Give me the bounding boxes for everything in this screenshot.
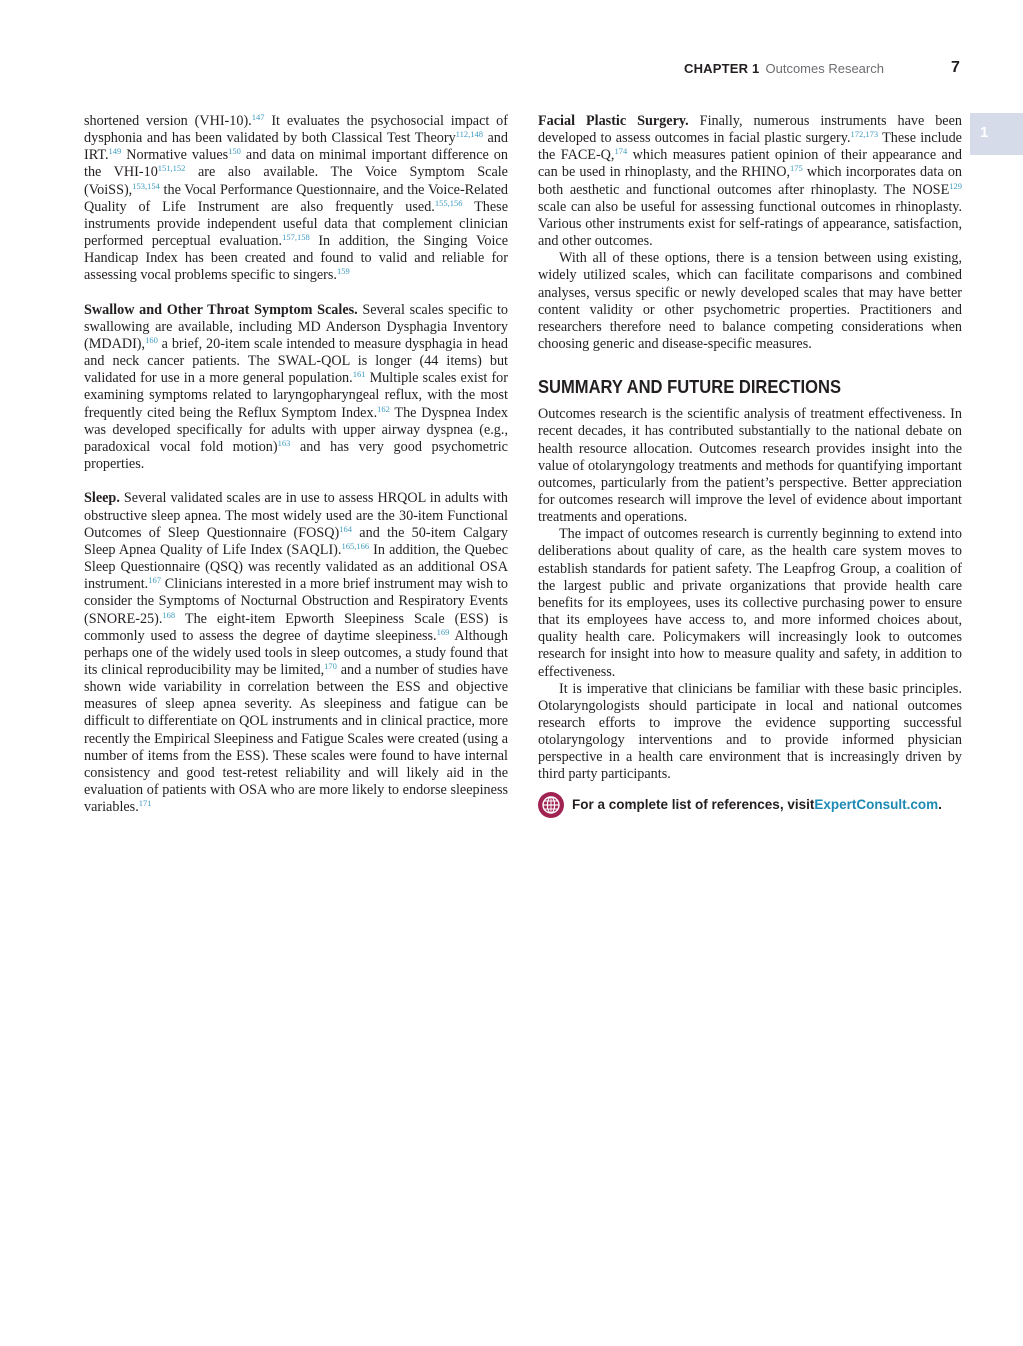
paragraph-tension: With all of these options, there is a tension between using existing, widely utilized scales, which can facilitate comparisons and combined analyses, versus specific or newly developed scales that may have better content validity or other psychometric properties. Practitioners and researchers therefore need to balance competing considerations when choosing generic and disease-specific measures.	[538, 250, 962, 353]
text-run: In addition, the Singing Voice Handicap Index has been created and found to valid and reliable for assessing vocal problems specific to singers.	[84, 233, 508, 284]
text-run: and data on minimal important difference on the VHI-10	[84, 147, 508, 181]
text-run: scale can also be useful for assessing functional outcomes in rhinoplasty. Various other instruments exist for self-ratings of appearance, satisfaction, and other outcomes.	[538, 198, 962, 250]
citation-ref[interactable]: 151,152	[157, 163, 186, 174]
globe-icon-graphic	[541, 795, 561, 815]
citation-ref[interactable]: 165,166	[341, 540, 370, 551]
citation-ref[interactable]: 161	[352, 369, 366, 380]
citation-ref[interactable]: 168	[162, 609, 176, 620]
text-run: which incorporates data on both aesthetic and functional outcomes after rhinoplasty. The NOSE	[538, 164, 963, 198]
citation-ref[interactable]: 175	[790, 163, 803, 174]
text-run: These instruments provide independent useful data that complement clinician performed perceptual evaluation.	[84, 198, 508, 250]
thumb-tab-label: 1	[980, 124, 989, 141]
citation-ref[interactable]: 159	[336, 266, 350, 277]
citation-ref[interactable]: 153,154	[132, 180, 160, 191]
citation-ref[interactable]: 129	[949, 180, 962, 191]
text-run: Finally, numerous instruments have been developed to assess outcomes in facial plastic surgery.	[538, 113, 962, 147]
right-column	[538, 113, 962, 818]
paragraph-summary-1: Outcomes research is the scientific analysis of treatment effectiveness. In recent decades, it has contributed substantially to the national debate on health resource allocation. Outcomes research provides insight into the value of otolaryngology treatments and methods for quantifying important outcomes, particularly from the patient’s perspective. Better appreciation for outcomes research will improve the level of evidence about important treatments and operations.	[538, 406, 962, 526]
text-run: and has very good psychometric properties.	[84, 438, 508, 473]
paragraph-summary-2: The impact of outcomes research is currently beginning to extend into deliberations about quality of care, as the health care system moves to establish standards for patient safety. The Leapfrog Group, a coalition of the largest public and private organizations that provide health care benefits for its employees, uses its collective purchasing power to ensure that its employees have access to, and more informed choices about, quality health care. Policymakers will increasingly look to outcomes research for insight into how to measure quality and safety, in addition to effectiveness.	[538, 526, 962, 680]
chapter-thumb-tab	[970, 113, 1023, 155]
text-run: and a number of studies have shown wide variability in correlation between the ESS and objective measures of sleep apnea severity. As sleepiness and fatigue can be difficult to differentiate on QOL instruments and in clinical practice, more recently the Empirical Sleepiness and Fatigue Scales were created (using a number of items from the ESS). These scales were found to have internal consistency and good test-retest reliability and will likely aid in the evaluation of patients with OSA who are more likely to endorse sleepiness variables.	[84, 661, 508, 816]
citation-ref[interactable]: 170	[324, 660, 337, 671]
run-in-heading: Swallow and Other Throat Symptom Scales.	[84, 301, 358, 318]
section-heading: SUMMARY AND FUTURE DIRECTIONS	[538, 377, 841, 398]
paragraph-facial-plastic	[538, 113, 962, 250]
text-run: Clinicians interested in a more brief instrument may wish to consider the Symptoms of Nocturnal Obstruction and Respiratory Events (SNORE-25).	[84, 576, 508, 627]
text-run: Several scales specific to swallowing are available, including MD Anderson Dysphagia Inventory (MDADI),	[84, 301, 508, 353]
text-run: the Vocal Performance Questionnaire, and the Voice-Related Quality of Life Instrument are also frequently used.	[84, 181, 508, 215]
text-run: In addition, the Quebec Sleep Questionnaire (QSQ) was recently validated as an additional OSA instrument.	[84, 541, 508, 593]
section-title: Outcomes Research	[765, 61, 884, 76]
paragraph-sleep-scales	[84, 490, 508, 816]
text-run: It evaluates the psychosocial impact of dysphonia and has been validated by both Classical Test Theory	[84, 113, 509, 147]
citation-ref[interactable]: 162	[377, 403, 390, 414]
citation-ref[interactable]: 174	[614, 146, 628, 157]
citation-ref[interactable]: 172,173	[850, 129, 879, 140]
citation-ref[interactable]: 163	[277, 437, 291, 448]
paragraph-summary-3: It is imperative that clinicians be familiar with these basic principles. Otolaryngologists should participate in local and national outcomes research efforts to improve the evidence supporting successful otolaryngology interventions and to provide informed physician perspective in a health care environment that is increasingly driven by third party participants.	[538, 680, 962, 783]
text-run: Although perhaps one of the widely used tools in sleep outcomes, a study found that its clinical reproducibility may be limited,	[84, 627, 508, 678]
paragraph-voice-instruments	[84, 113, 508, 285]
running-header	[684, 61, 964, 81]
citation-ref[interactable]: 149	[108, 146, 122, 157]
text-run: The Dyspnea Index was developed specifically for adults with upper airway dyspnea (e.g., paradoxical vocal fold motion)	[84, 404, 508, 455]
text-run: and the 50-item Calgary Sleep Apnea Quality of Life Index (SAQLI).	[84, 524, 508, 558]
page-number: 7	[951, 59, 960, 76]
left-column	[84, 113, 508, 816]
text-run: Normative values	[121, 147, 229, 164]
globe-icon	[538, 792, 564, 818]
citation-ref[interactable]: 157,158	[282, 232, 310, 243]
citation-ref[interactable]: 155,156	[434, 197, 463, 208]
text-run: are also available. The Voice Symptom Scale (VoiSS),	[84, 164, 508, 198]
citation-ref[interactable]: 160	[145, 335, 158, 346]
text-run: a brief, 20-item scale intended to measure dysphagia in head and neck cancer patients. The SWAL-QOL is longer (44 items) but validated for use in a more general population.	[84, 336, 508, 387]
citation-ref[interactable]: 171	[138, 798, 152, 809]
text-run: These include the FACE-Q,	[538, 130, 962, 164]
run-in-heading: Facial Plastic Surgery.	[538, 113, 689, 129]
paragraph-swallow-scales	[84, 302, 508, 474]
text-run: and IRT.	[84, 130, 508, 164]
references-period: .	[938, 797, 942, 813]
citation-ref[interactable]: 147	[251, 112, 265, 122]
citation-ref[interactable]: 164	[339, 523, 353, 534]
citation-ref[interactable]: 169	[436, 626, 450, 637]
citation-ref[interactable]: 167	[148, 575, 161, 586]
expertconsult-link[interactable]: ExpertConsult.com	[814, 797, 939, 813]
run-in-heading: Sleep.	[84, 490, 120, 507]
text-run: shortened version (VHI-10).	[84, 113, 252, 129]
text-run: Multiple scales exist for examining symptoms related to laryngopharyngeal reflux, with the most frequently cited being the Reflux Symptom Index.	[84, 370, 508, 421]
text-run: The eight-item Epworth Sleepiness Scale (ESS) is commonly used to assess the degree of daytime sleepiness.	[84, 610, 508, 644]
text-run: Several validated scales are in use to assess HRQOL in adults with obstructive sleep apnea. The most widely used are the 30-item Functional Outcomes of Sleep Questionnaire (FOSQ)	[84, 490, 508, 541]
chapter-label: CHAPTER 1	[684, 61, 760, 76]
citation-ref[interactable]: 150	[228, 146, 241, 157]
text-run: which measures patient opinion of their appearance and can be used in rhinoplasty, and the RHINO,	[538, 147, 963, 181]
references-note	[538, 792, 962, 818]
citation-ref[interactable]: 112,148	[455, 129, 483, 140]
references-text: For a complete list of references, visit	[572, 797, 815, 813]
